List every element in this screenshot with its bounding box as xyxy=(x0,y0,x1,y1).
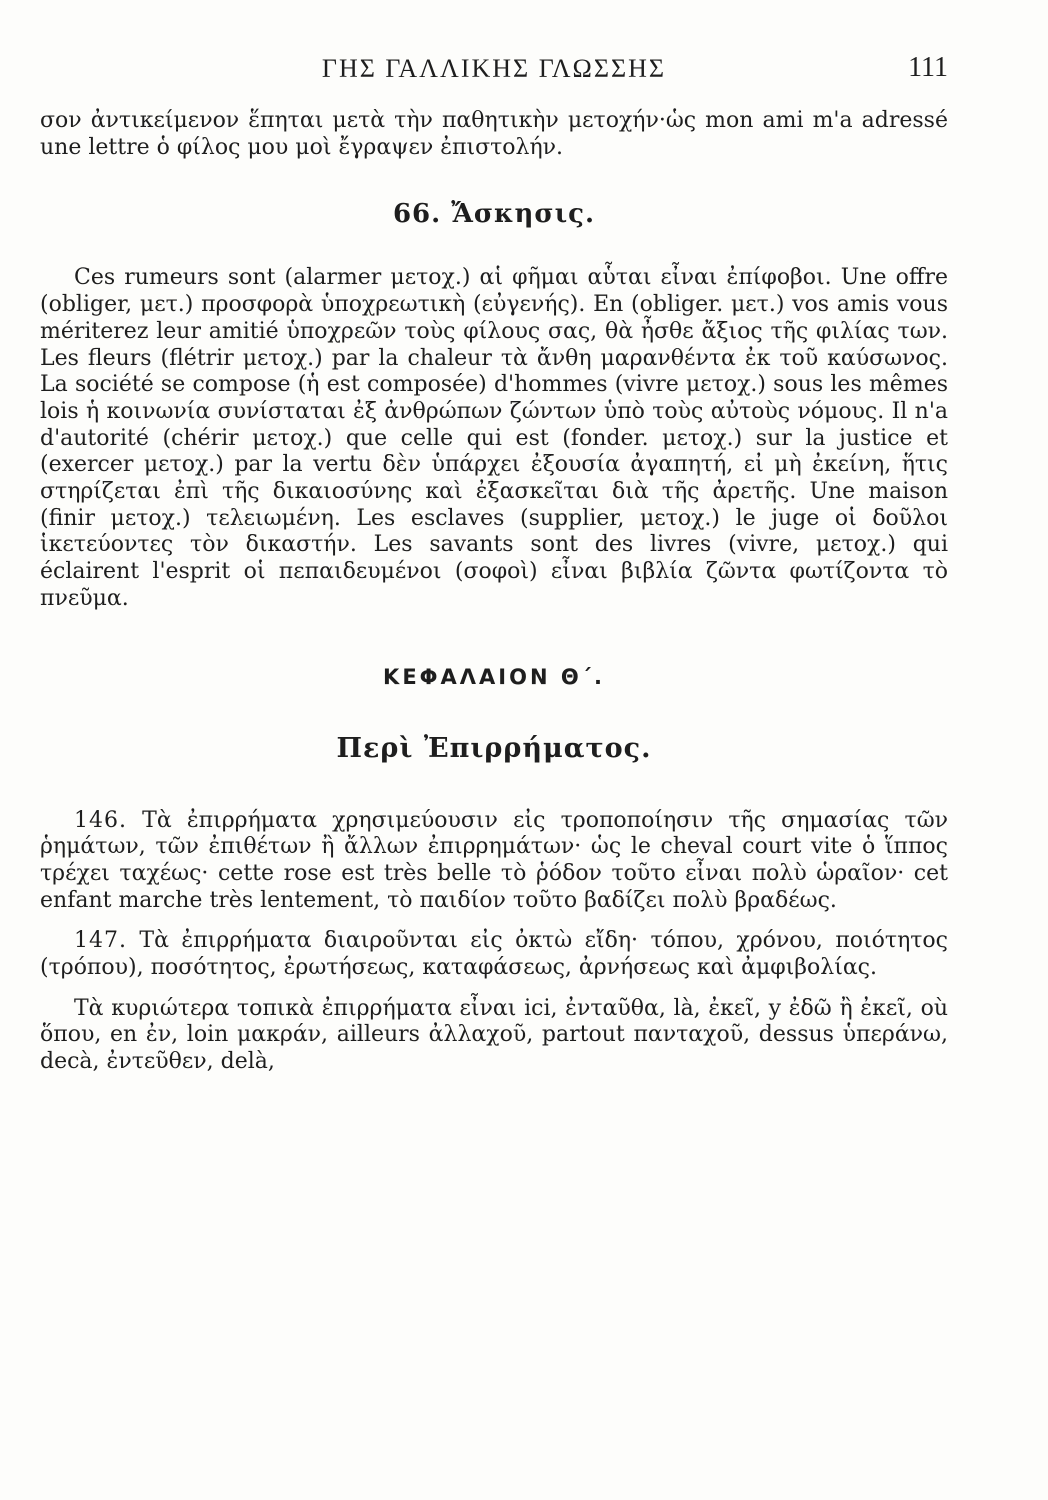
page-number: 111 xyxy=(908,52,948,83)
paragraph-text: Τὰ ἐπιρρήματα διαιροῦνται εἰς ὀκτὼ εἴδη· τόπου, χρόνου, ποιότητος (τρόπου), ποσότητος, ἐρωτήσεως, καταφάσεως, ἀρνήσεως καὶ ἀμφιβολίας. xyxy=(40,928,948,981)
paragraph-146 xyxy=(40,808,948,915)
paragraph-147 xyxy=(40,928,948,981)
paragraph-text: Τὰ ἐπιρρήματα χρησιμεύουσιν εἰς τροποποίησιν τῆς σημασίας τῶν ῥημάτων, τῶν ἐπιθέτων ἢ ἄλλων ἐπιρρημάτων· ὡς le cheval court vite ὁ ἵππος τρέχει ταχέως· cette rose est très belle τὸ ῥόδον τοῦτο εἶναι πολὺ ὡραῖον· cet enfant marche très lentement, τὸ παιδίον τοῦτο βαδίζει πολὺ βραδέως. xyxy=(40,807,949,913)
exercise-text: Ces rumeurs sont (alarmer μετοχ.) αἱ φῆμαι αὗται εἶναι ἐπίφοβοι. Une offre (obliger, μετ.) προσφορὰ ὑποχρεωτικὴ (εὐγενής). En (obliger. μετ.) vos amis vous mériterez leur amitié ὑποχρεῶν τοὺς φίλους σας, θὰ ἦσθε ἄξιος τῆς φιλίας των. Les fleurs (flétrir μετοχ.) par la chaleur τὰ ἄνθη μαρανθέντα ἐκ τοῦ καύσωνος. La société se compose (ἡ est composée) d'hommes (vivre μετοχ.) sous les mêmes lois ἡ κοινωνία συνίσταται ἐξ ἀνθρώπων ζώντων ὑπὸ τοὺς αὐτοὺς νόμους. Il n'a d'autorité (chérir μετοχ.) que celle qui est (fonder. μετοχ.) sur la justice et (exercer μετοχ.) par la vertu δὲν ὑπάρχει ἐξουσία ἀγαπητή, εἰ μὴ ἐκείνη, ἥτις στηρίζεται ἐπὶ τῆς δικαιοσύνης καὶ ἐξασκεῖται διὰ τῆς ἀρετῆς. Une maison (finir μετοχ.) τελειωμένη. Les esclaves (supplier, μετοχ.) le juge οἱ δοῦλοι ἱκετεύοντες τὸν δικαστήν. Les savants sont des livres (vivre, μετοχ.) qui éclairent l'esprit οἱ πεπαιδευμένοι (σοφοὶ) εἶναι βιβλία ζῶντα φωτίζοντα τὸ πνεῦμα. xyxy=(40,265,948,611)
intro-paragraph: σον ἀντικείμενον ἕπηται μετὰ τὴν παθητικὴν μετοχήν·ὡς mon ami m'a adressé une lettre ὁ φίλος μου μοὶ ἔγραψεν ἐπιστολήν. xyxy=(40,108,948,160)
section-heading: Περὶ Ἐπιρρήματος. xyxy=(336,732,652,764)
paragraph-spacer xyxy=(40,914,948,928)
closing-paragraph: Τὰ κυριώτερα τοπικὰ ἐπιρρήματα εἶναι ici, ἐνταῦθα, là, ἐκεῖ, y ἐδῶ ἢ ἐκεῖ, où ὅπου, en ἐν, loin μακράν, ailleurs ἀλλαχοῦ, partout πανταχοῦ, dessus ὑπεράνω, decà, ἐντεῦθεν, delà, xyxy=(40,995,948,1075)
running-title: ΓΗΣ ΓΑΛΛΙΚΗΣ ΓΛΩΣΣΗΣ xyxy=(321,54,667,83)
page-body xyxy=(40,108,948,1076)
page-header xyxy=(40,48,948,98)
paragraph-number: 147. xyxy=(74,928,127,954)
paragraph-number: 146. xyxy=(74,807,127,833)
exercise-heading: 66. Ἄσκησις. xyxy=(392,199,596,230)
chapter-heading: ΚΕΦΑΛΑΙΟΝ Θ΄. xyxy=(383,664,605,689)
paragraph-spacer xyxy=(40,982,948,996)
